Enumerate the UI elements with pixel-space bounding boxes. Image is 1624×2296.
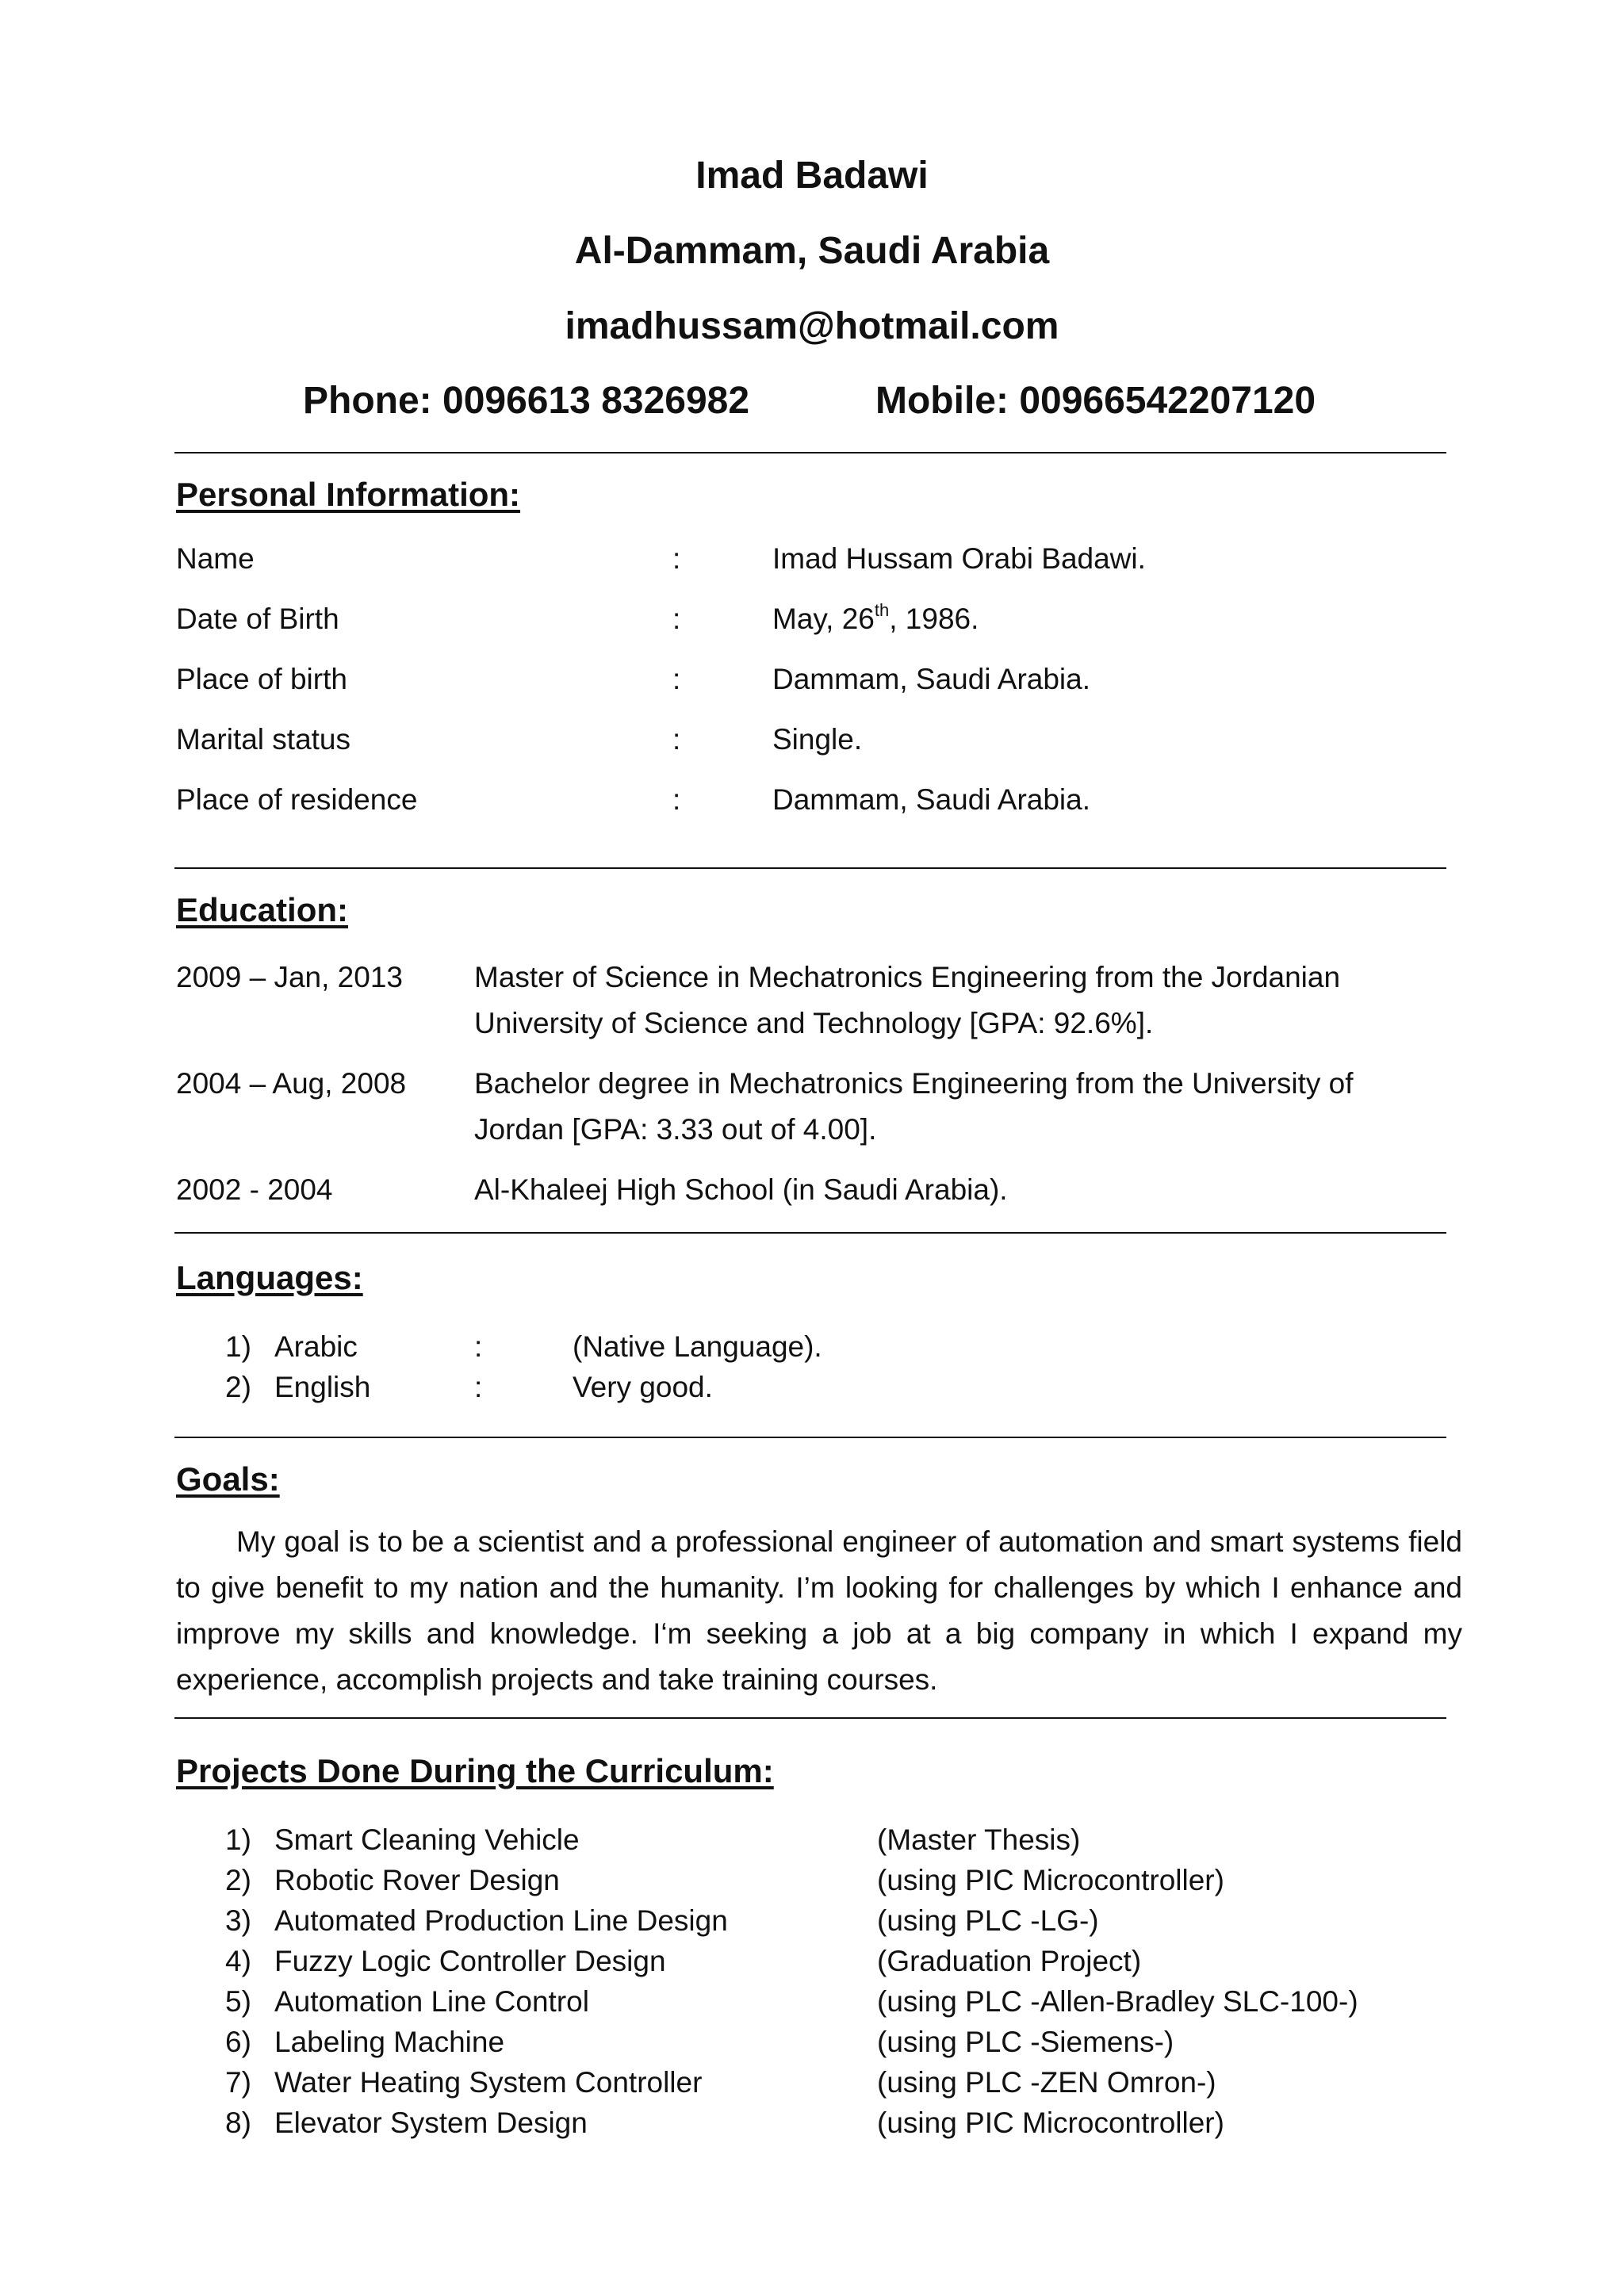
language-separator: : — [474, 1371, 483, 1403]
education-description: Al-Khaleej High School (in Saudi Arabia). — [474, 1173, 1008, 1206]
personal-value-dob — [772, 601, 979, 641]
languages-heading: Languages: — [176, 1259, 363, 1296]
project-name: Smart Cleaning Vehicle — [274, 1823, 580, 1856]
personal-separator: : — [672, 723, 681, 756]
project-number: 8) — [225, 2107, 251, 2139]
mobile-number: Mobile: 00966542207120 — [875, 380, 1316, 422]
project-name: Robotic Rover Design — [274, 1864, 560, 1896]
personal-value: Imad Hussam Orabi Badawi. — [772, 542, 1146, 575]
project-name: Water Heating System Controller — [274, 2066, 703, 2099]
language-level: Very good. — [573, 1371, 713, 1403]
divider — [174, 867, 1446, 869]
project-number: 3) — [225, 1904, 251, 1937]
project-name: Automated Production Line Design — [274, 1904, 728, 1937]
project-number: 1) — [225, 1823, 251, 1856]
project-note: (using PLC -LG-) — [877, 1904, 1099, 1937]
project-number: 7) — [225, 2066, 251, 2099]
project-note: (using PLC -ZEN Omron-) — [877, 2066, 1216, 2099]
project-number: 6) — [225, 2026, 251, 2058]
project-name: Labeling Machine — [274, 2026, 505, 2058]
education-years: 2002 - 2004 — [176, 1173, 333, 1206]
dob-year: , 1986. — [889, 603, 979, 635]
project-note: (Master Thesis) — [877, 1823, 1081, 1856]
candidate-location: Al-Dammam, Saudi Arabia — [574, 230, 1050, 272]
divider — [174, 1717, 1446, 1719]
dob-day: May, 26 — [772, 603, 875, 635]
project-note: (using PIC Microcontroller) — [877, 2107, 1224, 2139]
language-level: (Native Language). — [573, 1330, 822, 1363]
personal-separator: : — [672, 783, 681, 816]
personal-value: Single. — [772, 723, 863, 756]
personal-label: Place of birth — [176, 663, 347, 695]
language-name: English — [274, 1371, 371, 1403]
divider — [174, 1437, 1446, 1438]
education-years: 2009 – Jan, 2013 — [176, 961, 403, 993]
divider — [174, 1232, 1446, 1234]
project-name: Automation Line Control — [274, 1985, 589, 2018]
personal-separator: : — [672, 542, 681, 575]
candidate-email: imadhussam@hotmail.com — [565, 305, 1059, 347]
language-separator: : — [474, 1330, 483, 1363]
projects-heading: Projects Done During the Curriculum: — [176, 1752, 774, 1789]
project-note: (using PIC Microcontroller) — [877, 1864, 1224, 1896]
phone-number: Phone: 0096613 8326982 — [303, 380, 750, 422]
project-note: (using PLC -Siemens-) — [877, 2026, 1174, 2058]
project-number: 2) — [225, 1864, 251, 1896]
personal-label: Place of residence — [176, 783, 418, 816]
education-years: 2004 – Aug, 2008 — [176, 1067, 407, 1100]
education-heading: Education: — [176, 891, 348, 928]
candidate-name: Imad Badawi — [695, 155, 929, 197]
divider — [174, 452, 1446, 453]
project-name: Elevator System Design — [274, 2107, 588, 2139]
personal-separator: : — [672, 663, 681, 695]
project-number: 4) — [225, 1945, 251, 1977]
education-description: Jordan [GPA: 3.33 out of 4.00]. — [474, 1113, 877, 1146]
project-note: (Graduation Project) — [877, 1945, 1142, 1977]
language-number: 2) — [225, 1371, 251, 1403]
personal-info-heading: Personal Information: — [176, 476, 521, 513]
project-note: (using PLC -Allen-Bradley SLC-100-) — [877, 1985, 1358, 2018]
goals-heading: Goals: — [176, 1460, 280, 1498]
dob-ordinal: th — [874, 600, 890, 620]
goals-paragraph: My goal is to be a scientist and a professional engineer of automation and smart systems field to give benefit to my nation and the humanity. I’m looking for challenges by which I enhance and improve my skills and knowledge. I‘m seeking a job at a big company in which I expand my experience, accomplish projects and take training courses. — [176, 1525, 1462, 1696]
personal-value: Dammam, Saudi Arabia. — [772, 663, 1091, 695]
project-name: Fuzzy Logic Controller Design — [274, 1945, 666, 1977]
personal-value: Dammam, Saudi Arabia. — [772, 783, 1091, 816]
personal-label: Date of Birth — [176, 603, 339, 635]
language-number: 1) — [225, 1330, 251, 1363]
education-description: University of Science and Technology [GPA: 92.6%]. — [474, 1007, 1154, 1039]
language-name: Arabic — [274, 1330, 358, 1363]
personal-label: Name — [176, 542, 255, 575]
personal-separator: : — [672, 603, 681, 635]
education-description: Master of Science in Mechatronics Engineering from the Jordanian — [474, 961, 1341, 993]
personal-label: Marital status — [176, 723, 351, 756]
education-description: Bachelor degree in Mechatronics Engineering from the University of — [474, 1067, 1354, 1100]
project-number: 5) — [225, 1985, 251, 2018]
